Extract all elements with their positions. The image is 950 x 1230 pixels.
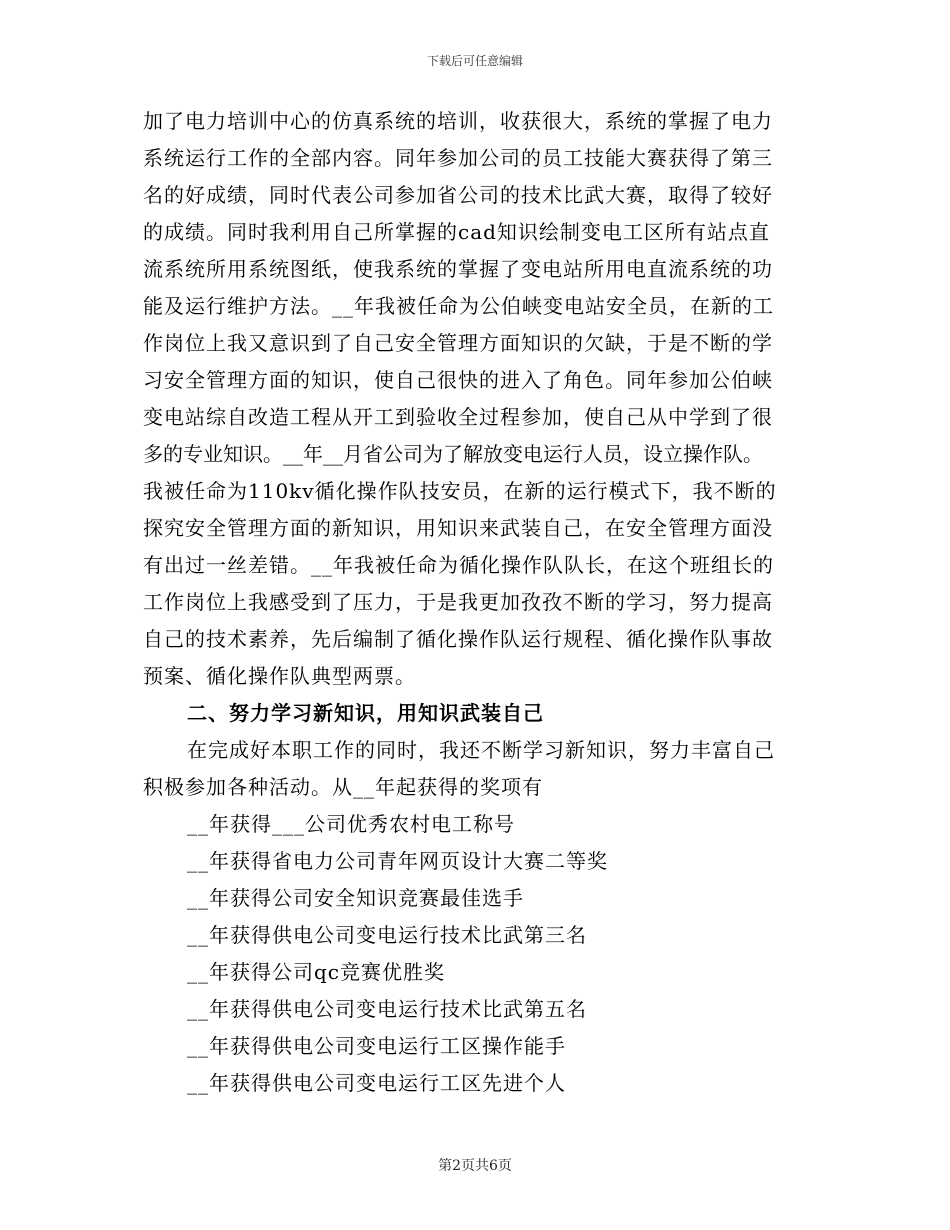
paragraph-line: 有出过一丝差错。__年我被任命为循化操作队队长，在这个班组长的 — [143, 553, 774, 577]
paragraph-line: 作岗位上我又意识到了自己安全管理方面知识的欠缺，于是不断的学 — [143, 331, 773, 355]
paragraph-line: 的成绩。同时我利用自己所掌握的cad知识绘制变电工区所有站点直 — [143, 220, 770, 244]
award-item: __年获得供电公司变电运行工区先进个人 — [187, 1071, 566, 1095]
section-heading: 二、努力学习新知识，用知识武装自己 — [187, 701, 544, 725]
document-body — [143, 103, 805, 1102]
paragraph-line: 探究安全管理方面的新知识，用知识来武装自己，在安全管理方面没 — [143, 516, 773, 540]
award-item: __年获得公司安全知识竞赛最佳选手 — [187, 886, 524, 910]
award-item: __年获得供电公司变电运行技术比武第五名 — [187, 997, 587, 1021]
paragraph-line: 习安全管理方面的知识，使自己很快的进入了角色。同年参加公伯峡 — [143, 368, 773, 392]
award-item: __年获得___公司优秀农村电工称号 — [187, 812, 515, 836]
award-item: __年获得供电公司变电运行工区操作能手 — [187, 1034, 566, 1058]
intro-line: 在完成好本职工作的同时，我还不断学习新知识，努力丰富自己 — [187, 738, 775, 762]
paragraph-line: 变电站综自改造工程从开工到验收全过程参加，使自己从中学到了很 — [143, 405, 773, 429]
intro-line: 积极参加各种活动。从__年起获得的奖项有 — [143, 775, 543, 799]
award-item: __年获得供电公司变电运行技术比武第三名 — [187, 923, 587, 947]
page-footer: 第2页共6页 — [438, 1158, 512, 1174]
paragraph-line: 预案、循化操作队典型两票。 — [143, 664, 416, 688]
paragraph-line: 多的专业知识。__年__月省公司为了解放变电运行人员，设立操作队。 — [143, 442, 763, 466]
paragraph-line: 能及运行维护方法。__年我被任命为公伯峡变电站安全员，在新的工 — [143, 294, 774, 318]
paragraph-1 — [143, 103, 805, 695]
page-header: 下载后可任意编辑 — [426, 54, 523, 68]
awards-list — [143, 806, 805, 1102]
award-item: __年获得公司qc竞赛优胜奖 — [187, 960, 446, 984]
paragraph-line: 名的好成绩，同时代表公司参加省公司的技术比武大赛，取得了较好 — [143, 183, 773, 207]
section-intro — [143, 732, 805, 806]
paragraph-line: 加了电力培训中心的仿真系统的培训，收获很大，系统的掌握了电力 — [143, 109, 773, 133]
paragraph-line: 我被任命为110kv循化操作队技安员，在新的运行模式下，我不断的 — [143, 479, 777, 503]
award-item: __年获得省电力公司青年网页设计大赛二等奖 — [187, 849, 608, 873]
paragraph-line: 系统运行工作的全部内容。同年参加公司的员工技能大赛获得了第三 — [143, 146, 773, 170]
paragraph-line: 工作岗位上我感受到了压力，于是我更加孜孜不断的学习，努力提高 — [143, 590, 773, 614]
paragraph-line: 自己的技术素养，先后编制了循化操作队运行规程、循化操作队事故 — [143, 627, 773, 651]
paragraph-line: 流系统所用系统图纸，使我系统的掌握了变电站所用电直流系统的功 — [143, 257, 773, 281]
